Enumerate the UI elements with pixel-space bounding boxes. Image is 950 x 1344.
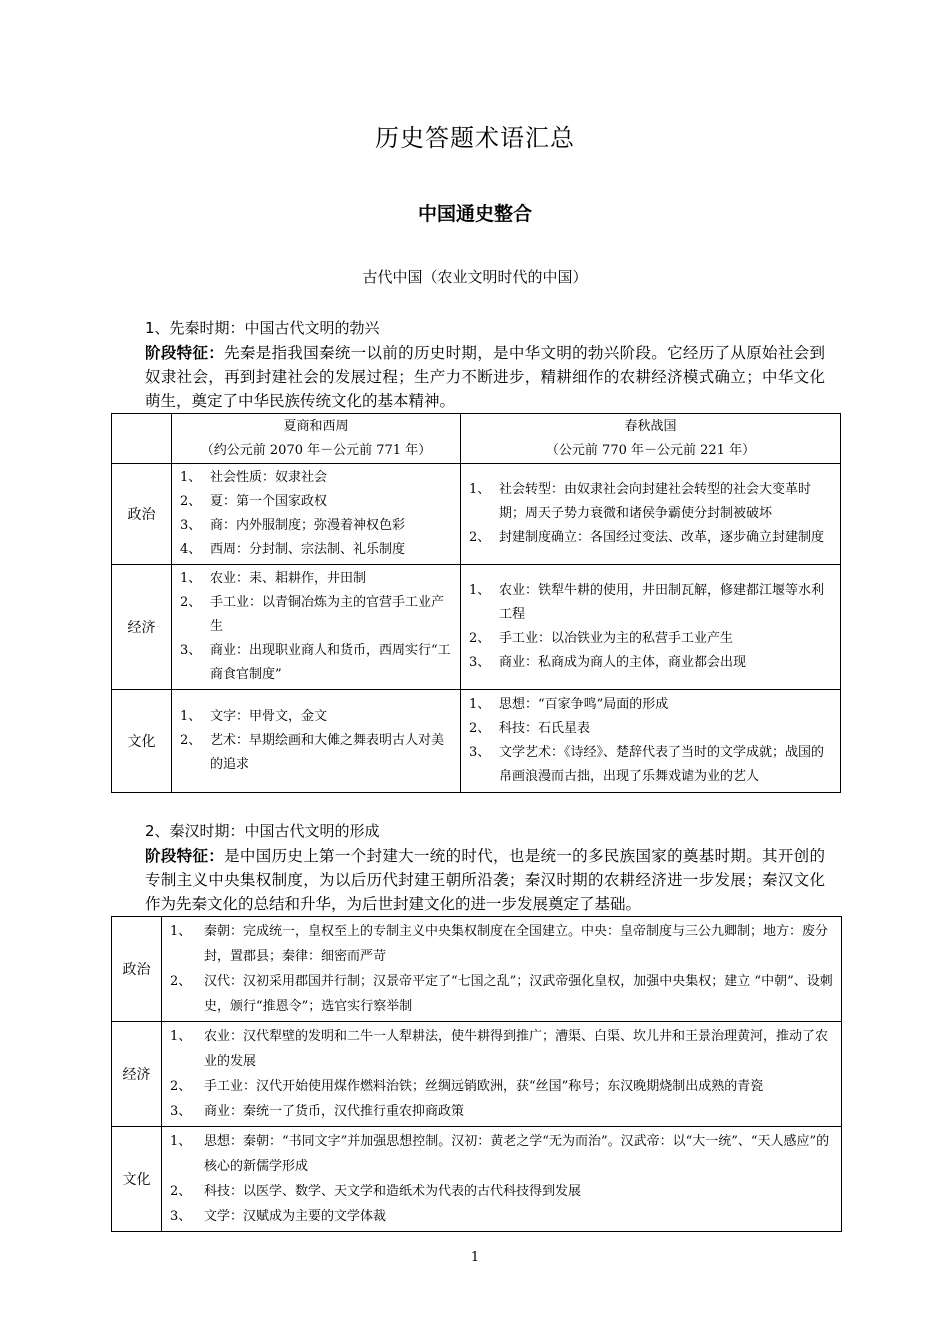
list-item: 1、 思想：秦朝：“书同文字”并加强思想控制。汉初：黄老之学“无为而治”。汉武帝：以“大一统”、“天人感应”的核心的新儒学形成 xyxy=(170,1134,830,1174)
list-item: 3、 商：内外服制度；弥漫着神权色彩 xyxy=(180,518,406,533)
col2-header xyxy=(461,414,841,464)
table-cell xyxy=(172,464,461,565)
document-subtitle: 中国通史整合 xyxy=(417,203,532,225)
table-row xyxy=(112,917,842,1022)
era-heading: 古代中国（农业文明时代的中国） xyxy=(362,268,588,286)
section2-description xyxy=(145,844,825,916)
col2-period: （公元前 770 年－公元前 221 年） xyxy=(545,442,756,458)
table-cell xyxy=(461,464,841,565)
list-item: 3、 文学：汉赋成为主要的文学体裁 xyxy=(170,1209,387,1224)
row-label: 政治 xyxy=(112,917,162,1022)
list-item: 1、 社会转型：由奴隶社会向封建社会转型的社会大变革时期；周天子势力衰微和诸侯争霸使分封制被破坏 xyxy=(469,482,812,521)
table-cell xyxy=(461,690,841,793)
list-item: 4、 西周：分封制、宗法制、礼乐制度 xyxy=(180,542,406,557)
table-row xyxy=(112,1127,842,1232)
list-item: 1、 农业：铁犁牛耕的使用，井田制瓦解，修建都江堰等水利工程 xyxy=(469,583,825,622)
section2-table xyxy=(111,916,842,1232)
corner-cell xyxy=(112,414,172,464)
row-label: 文化 xyxy=(112,690,172,793)
row-label: 经济 xyxy=(112,565,172,690)
table-cell xyxy=(162,1022,842,1127)
list-item: 2、 科技：石氏星表 xyxy=(469,721,591,736)
col1-header xyxy=(172,414,461,464)
section1-description xyxy=(145,341,825,413)
page-number: 1 xyxy=(470,1250,480,1265)
section1-feature-text: 先秦是指我国秦统一以前的历史时期，是中华文明的勃兴阶段。它经历了从原始社会到奴隶社会，再到封建社会的发展过程；生产力不断进步，精耕细作的农耕经济模式确立；中华文化萌生，奠定了中华民族传统文化的基本精神。 xyxy=(145,344,825,410)
row-label: 经济 xyxy=(112,1022,162,1127)
list-item: 2、 封建制度确立：各国经过变法、改革，逐步确立封建制度 xyxy=(469,530,825,545)
list-item: 1、 思想：“百家争鸣”局面的形成 xyxy=(469,697,669,712)
list-item: 3、 商业：私商成为商人的主体，商业都会出现 xyxy=(469,655,747,670)
table-row xyxy=(112,464,841,565)
section2-feature-label: 阶段特征： xyxy=(145,847,225,865)
table-cell xyxy=(172,690,461,793)
list-item: 3、 文学艺术：《诗经》、楚辞代表了当时的文学成就；战国的帛画浪漫而古拙，出现了乐舞戏谑为业的艺人 xyxy=(469,745,825,784)
list-item: 2、 艺术：早期绘画和大傩之舞表明古人对美的追求 xyxy=(180,733,445,772)
section1-heading: 1、先秦时期：中国古代文明的勃兴 xyxy=(145,319,380,337)
list-item: 2、 手工业：以青铜冶炼为主的官营手工业产生 xyxy=(180,595,445,634)
list-item: 2、 手工业：汉代开始使用煤作燃料治铁；丝绸远销欧洲，获“丝国”称号；东汉晚期烧制出成熟的青瓷 xyxy=(170,1079,764,1094)
col1-period: （约公元前 2070 年－公元前 771 年） xyxy=(200,442,432,458)
document-title: 历史答题术语汇总 xyxy=(375,124,575,152)
section2-feature-text: 是中国历史上第一个封建大一统的时代，也是统一的多民族国家的奠基时期。其开创的专制主义中央集权制度，为以后历代封建王朝所沿袭；秦汉时期的农耕经济进一步发展；秦汉文化作为先秦文化的总结和升华，为后世封建文化的进一步发展奠定了基础。 xyxy=(145,847,825,913)
list-item: 2、 科技：以医学、数学、天文学和造纸术为代表的古代科技得到发展 xyxy=(170,1184,582,1199)
section2-heading: 2、秦汉时期：中国古代文明的形成 xyxy=(145,822,380,840)
table-cell xyxy=(461,565,841,690)
table-cell xyxy=(172,565,461,690)
col2-title: 春秋战国 xyxy=(624,418,677,434)
list-item: 2、 夏：第一个国家政权 xyxy=(180,494,328,509)
table-header-row xyxy=(112,414,841,464)
row-label: 文化 xyxy=(112,1127,162,1232)
list-item: 3、 商业：出现职业商人和货币，西周实行“工商食官制度” xyxy=(180,643,451,682)
section1-table xyxy=(111,413,841,793)
list-item: 1、 秦朝：完成统一，皇权至上的专制主义中央集权制度在全国建立。中央：皇帝制度与三公九卿制；地方：废分封，置郡县；秦律：细密而严苛 xyxy=(170,924,829,964)
section1-feature-label: 阶段特征： xyxy=(145,344,225,362)
list-item: 1、 农业：耒、耜耕作，井田制 xyxy=(180,571,367,586)
col1-title: 夏商和西周 xyxy=(283,418,349,434)
table-cell xyxy=(162,917,842,1022)
table-row xyxy=(112,1022,842,1127)
list-item: 3、 商业：秦统一了货币，汉代推行重农抑商政策 xyxy=(170,1104,465,1119)
table-row xyxy=(112,690,841,793)
table-cell xyxy=(162,1127,842,1232)
list-item: 1、 文字：甲骨文，金文 xyxy=(180,709,328,724)
table-row xyxy=(112,565,841,690)
list-item: 1、 社会性质：奴隶社会 xyxy=(180,470,328,485)
row-label: 政治 xyxy=(112,464,172,565)
list-item: 1、 农业：汉代犁壁的发明和二牛一人犁耕法，使牛耕得到推广；漕渠、白渠、坎儿井和王景治理黄河，推动了农业的发展 xyxy=(170,1029,829,1069)
list-item: 2、 手工业：以冶铁业为主的私营手工业产生 xyxy=(469,631,734,646)
list-item: 2、 汉代：汉初采用郡国并行制；汉景帝平定了“七国之乱”；汉武帝强化皇权，加强中央集权；建立 “中朝”、设刺史，颁行“推恩令”；选官实行察举制 xyxy=(170,974,833,1014)
